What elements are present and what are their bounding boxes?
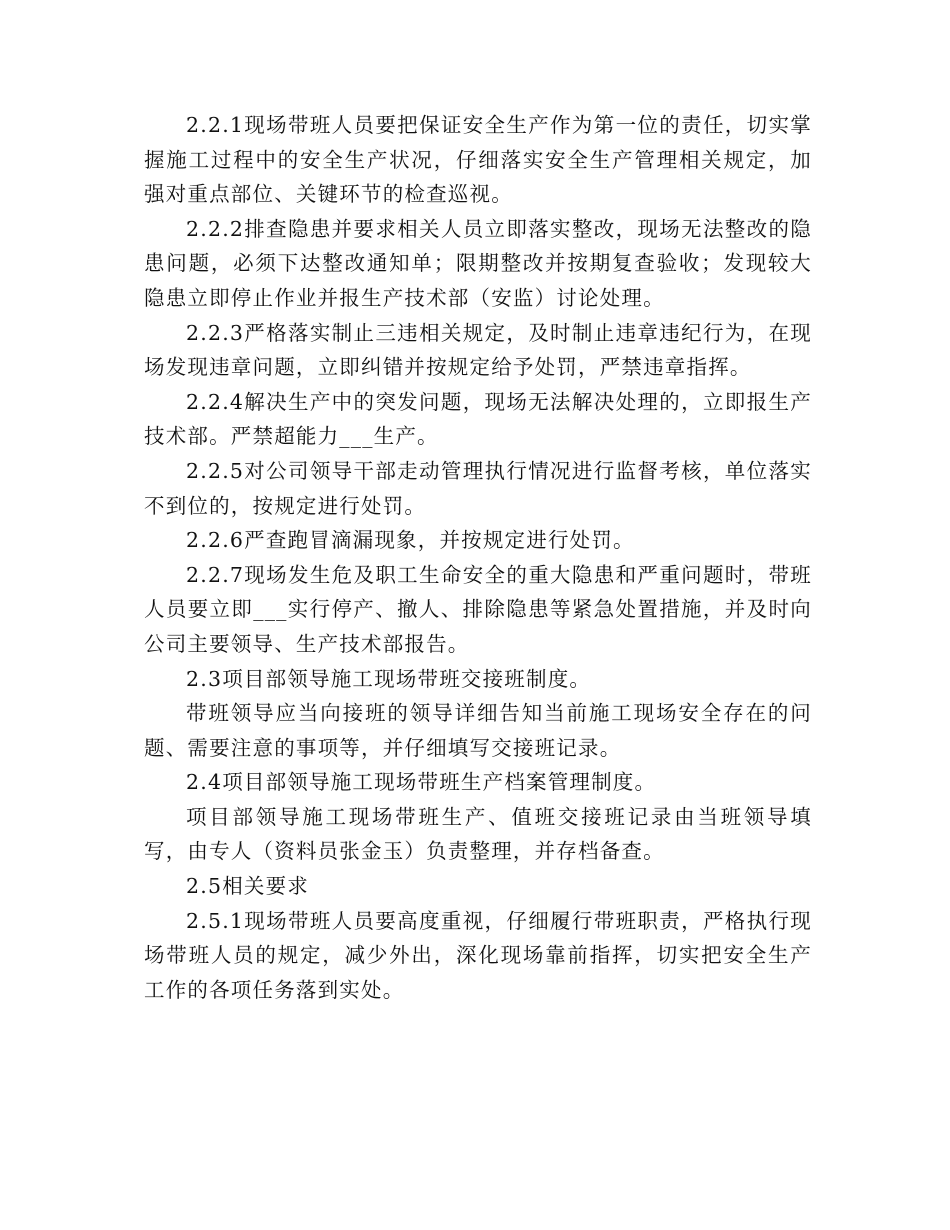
document-page [144,108,812,1007]
section-heading-2-4: 2.4项目部领导施工现场带班生产档案管理制度。 [186,770,657,795]
paragraph-2-2-7: 2.2.7现场发生危及职工生命安全的重大隐患和严重问题时，带班人员要立即___实行停产、撤人、排除隐患等紧急处置措施，并及时向公司主要领导、生产技术部报告。 [144,562,812,656]
paragraph-2-2-6: 2.2.6严查跑冒滴漏现象，并按规定进行处罚。 [186,528,635,553]
paragraph-handover: 带班领导应当向接班的领导详细告知当前施工现场安全存在的问题、需要注意的事项等，并仔细填写交接班记录。 [144,701,812,760]
paragraph-archive: 项目部领导施工现场带班生产、值班交接班记录由当班领导填写，由专人（资料员张金玉）负责整理，并存档备查。 [144,804,812,864]
paragraph-2-5-1: 2.5.1现场带班人员要高度重视，仔细履行带班职责，严格执行现场带班人员的规定，减少外出，深化现场靠前指挥，切实把安全生产工作的各项任务落到实处。 [144,908,812,1002]
paragraph-2-2-1: 2.2.1现场带班人员要把保证安全生产作为第一位的责任，切实掌握施工过程中的安全生产状况，仔细落实安全生产管理相关规定，加强对重点部位、关键环节的检查巡视。 [144,113,812,207]
paragraph-2-2-3: 2.2.3严格落实制止三违相关规定，及时制止违章违纪行为，在现场发现违章问题，立即纠错并按规定给予处罚，严禁违章指挥。 [144,320,812,380]
paragraph-2-2-2: 2.2.2排查隐患并要求相关人员立即落实整改，现场无法整改的隐患问题，必须下达整改通知单；限期整改并按期复查验收；发现较大隐患立即停止作业并报生产技术部（安监）讨论处理。 [144,216,812,310]
section-heading-2-3: 2.3项目部领导施工现场带班交接班制度。 [186,666,592,691]
paragraph-2-2-5: 2.2.5对公司领导干部走动管理执行情况进行监督考核，单位落实不到位的，按规定进行处罚。 [144,458,812,518]
section-heading-2-5: 2.5相关要求 [186,874,310,899]
paragraph-2-2-4: 2.2.4解决生产中的突发问题，现场无法解决处理的，立即报生产技术部。严禁超能力___生产。 [144,389,812,449]
